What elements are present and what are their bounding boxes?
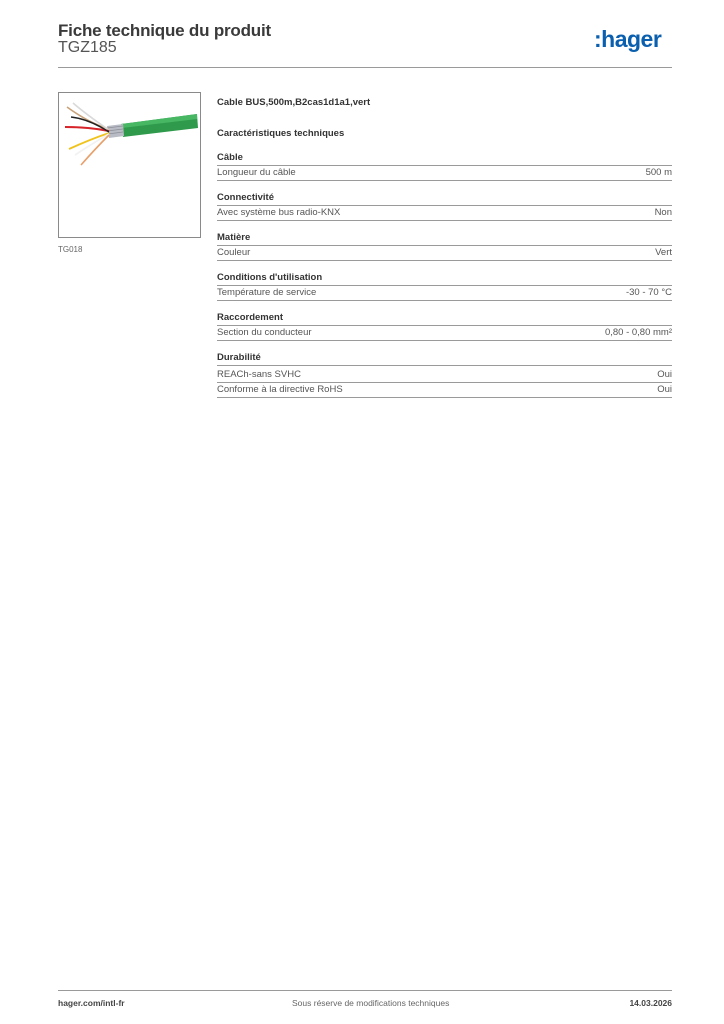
spec-row bbox=[217, 246, 672, 261]
hager-logo[interactable]: :hager bbox=[594, 26, 662, 52]
spec-row bbox=[217, 326, 672, 341]
spec-value: Oui bbox=[657, 369, 672, 380]
group-title: Câble bbox=[217, 152, 672, 166]
product-name: Cable BUS,500m,B2cas1d1a1,vert bbox=[217, 97, 371, 108]
spec-value: Non bbox=[654, 207, 672, 218]
spec-label: Section du conducteur bbox=[217, 327, 312, 338]
spec-row bbox=[217, 368, 672, 383]
spec-group-connection bbox=[217, 312, 672, 341]
group-title: Connectivité bbox=[217, 192, 672, 206]
footer-website-link[interactable]: hager.com/intl-fr bbox=[58, 998, 125, 1008]
spec-content bbox=[217, 96, 672, 398]
spec-row bbox=[217, 206, 672, 221]
spec-value: Oui bbox=[657, 384, 672, 395]
spec-group-connectivity bbox=[217, 192, 672, 221]
spec-value: Vert bbox=[655, 247, 672, 258]
footer-date: 14.03.2026 bbox=[629, 998, 672, 1008]
group-title: Conditions d'utilisation bbox=[217, 272, 672, 286]
spec-row bbox=[217, 383, 672, 398]
footer-notice: Sous réserve de modifications techniques bbox=[292, 998, 450, 1008]
spec-label: Avec système bus radio-KNX bbox=[217, 207, 341, 218]
spec-row bbox=[217, 286, 672, 301]
spec-row bbox=[217, 166, 672, 181]
group-title: Durabilité bbox=[217, 352, 672, 366]
spec-label: REACh-sans SVHC bbox=[217, 369, 301, 380]
spec-group-cable bbox=[217, 152, 672, 181]
spec-value: -30 - 70 °C bbox=[625, 287, 672, 298]
footer-divider bbox=[58, 990, 672, 991]
header-subtitle: TGZ185 bbox=[58, 39, 117, 56]
group-title: Matière bbox=[217, 232, 672, 246]
cable-icon bbox=[59, 93, 200, 237]
header-divider bbox=[58, 67, 672, 68]
spec-label: Couleur bbox=[217, 247, 251, 258]
spec-value: 0,80 - 0,80 mm² bbox=[604, 327, 672, 338]
image-caption: TG018 bbox=[58, 245, 83, 254]
group-title: Raccordement bbox=[217, 312, 672, 326]
spec-heading: Caractéristiques techniques bbox=[217, 128, 345, 139]
spec-group-material bbox=[217, 232, 672, 261]
spec-value: 500 m bbox=[645, 167, 672, 178]
spec-label: Conforme à la directive RoHS bbox=[217, 384, 343, 395]
spec-label: Température de service bbox=[217, 287, 317, 298]
spec-group-conditions bbox=[217, 272, 672, 301]
header-title: Fiche technique du produit bbox=[58, 21, 271, 40]
product-image bbox=[58, 92, 201, 238]
spec-group-durability bbox=[217, 352, 672, 398]
spec-label: Longueur du câble bbox=[217, 167, 296, 178]
